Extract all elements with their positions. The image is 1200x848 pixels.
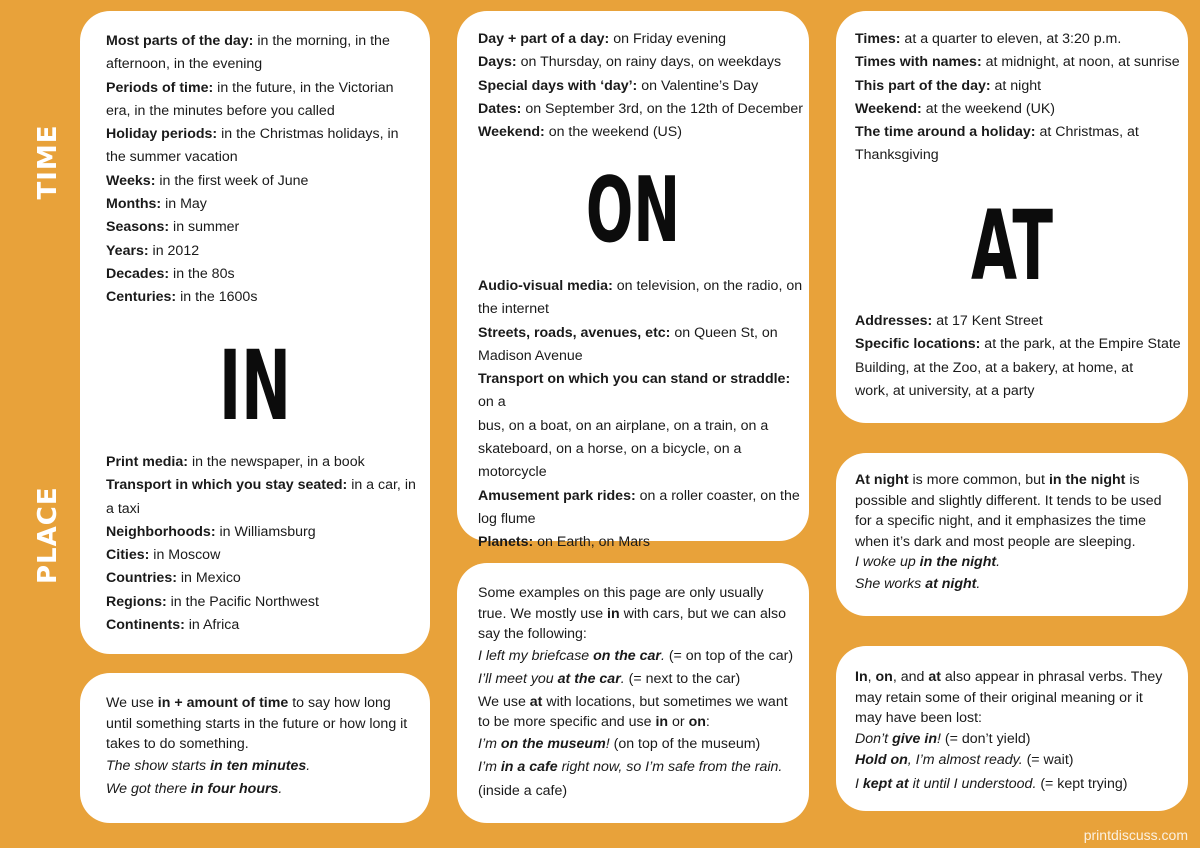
note-segment: . [996, 554, 1001, 571]
in-time-list [106, 30, 399, 310]
night-text [855, 470, 1162, 596]
note-line [855, 532, 1162, 553]
rule-line [106, 216, 399, 239]
note-segment: (= kept trying) [1036, 775, 1128, 792]
note-segment: in the night [1048, 472, 1126, 488]
rule-example: skateboard, on a horse, on a bicycle, on a [478, 441, 742, 458]
rule-label: Addresses: [855, 313, 933, 329]
note-line [478, 692, 793, 713]
rule-label: Holiday periods: [106, 126, 218, 143]
rule-example: Building, at the Zoo, at a bakery, at home, at [855, 359, 1134, 376]
note-segment: on the car [593, 647, 661, 664]
rule-example: at a quarter to eleven, at 3:20 p.m. [900, 31, 1122, 47]
rule-label: Continents: [106, 617, 185, 634]
rule-example: on Friday evening [609, 31, 727, 47]
note-segment: in four hours [190, 781, 279, 798]
rule-line [478, 531, 809, 554]
rule-example: in Mexico [176, 570, 241, 587]
rule-label: Planets: [478, 534, 534, 551]
note-line [478, 712, 793, 733]
rule-example: bus, on a boat, on an airplane, on a train, on a [478, 417, 769, 434]
note-line [855, 470, 1162, 491]
rule-line [478, 121, 803, 144]
on-time-list [478, 28, 803, 144]
rule-label: Centuries: [106, 289, 177, 306]
note-segment: In [855, 669, 868, 685]
note-segment: I’m [478, 759, 501, 776]
rule-example: in Moscow [149, 547, 221, 564]
rule-example: in Africa [184, 617, 240, 634]
on-place-list [478, 275, 809, 555]
phrasal-note [836, 646, 1188, 811]
rule-line [106, 544, 416, 567]
rule-label: Most parts of the day: [106, 33, 254, 49]
rule-line [106, 567, 416, 590]
rule-label: Periods of time: [106, 79, 214, 96]
in-amount-text [106, 693, 407, 802]
note-segment: is [1125, 472, 1140, 488]
note-line [478, 668, 793, 692]
note-segment: on [875, 669, 893, 685]
rule-example: in 2012 [148, 242, 200, 259]
on-heading: ON [585, 158, 681, 263]
rule-label: Weekend: [478, 124, 545, 141]
rule-line [478, 28, 803, 51]
note-segment: at the car [557, 671, 621, 688]
rule-example: afternoon, in the evening [106, 56, 263, 73]
rule-line [478, 415, 809, 438]
rule-example: in a car, in [347, 477, 416, 494]
rule-example: work, at university, at a party [855, 382, 1035, 399]
rule-line [106, 521, 416, 544]
rule-example: motorcycle [478, 464, 547, 481]
note-line [855, 573, 1162, 597]
note-line [478, 756, 793, 780]
note-segment: at [529, 693, 543, 710]
note-segment: I’m [478, 735, 501, 752]
note-segment: . [620, 671, 625, 688]
note-segment: I’ll meet you [478, 671, 558, 688]
note-segment: We use [478, 693, 530, 710]
rule-line [478, 438, 809, 461]
note-line [855, 749, 1162, 773]
rule-line [106, 498, 416, 521]
in-amount-note [80, 673, 430, 823]
rule-line [106, 53, 399, 76]
rule-example: on Thursday, on rainy days, on weekdays [516, 54, 782, 71]
rule-example: at 17 Kent Street [932, 313, 1043, 329]
rule-example: in May [161, 196, 207, 213]
note-segment: (= on top of the car) [664, 647, 794, 664]
note-segment: is more common, but [908, 472, 1049, 488]
rule-label: Amusement park rides: [478, 487, 636, 504]
rule-example: Thanksgiving [855, 147, 939, 164]
rule-label: This part of the day: [855, 77, 991, 94]
rule-example: on the weekend (US) [544, 124, 682, 141]
rule-line [106, 286, 399, 309]
note-line [106, 714, 407, 735]
rule-example: log flume [478, 510, 536, 527]
rule-label: Specific locations: [855, 336, 981, 353]
rule-line [106, 451, 416, 474]
rule-label: Transport in which you stay seated: [106, 477, 348, 494]
note-line [855, 491, 1162, 512]
note-segment: in a cafe [500, 759, 558, 776]
at-card [836, 11, 1188, 423]
note-line [855, 667, 1162, 688]
note-segment: Some examples on this page are only usually [478, 585, 764, 601]
rule-line [855, 28, 1180, 51]
at-heading: AT [970, 190, 1054, 302]
note-segment: say the following: [478, 626, 587, 643]
rule-line [106, 30, 399, 53]
rule-example: in the morning, in the [253, 33, 390, 49]
note-line [855, 773, 1162, 797]
rule-label: Days: [478, 54, 517, 71]
rule-line [478, 75, 803, 98]
rule-line [106, 591, 416, 614]
rule-example: era, in the minutes before you called [106, 102, 335, 119]
rule-example: at the weekend (UK) [921, 100, 1056, 117]
note-segment: until something starts in the future or how long it [106, 715, 408, 732]
note-segment: in + amount of time [157, 695, 289, 711]
rule-line [106, 614, 416, 637]
in-place-list [106, 451, 416, 637]
note-segment: We use [106, 695, 158, 711]
note-segment: . [306, 757, 311, 774]
note-line [478, 583, 793, 604]
note-line [478, 733, 793, 757]
in-heading: IN [219, 330, 291, 442]
rule-example: in the newspaper, in a book [188, 454, 365, 470]
rule-example: at Christmas, at [1035, 124, 1139, 141]
usually-note [457, 563, 809, 823]
rule-line [478, 322, 809, 345]
at-time-list [855, 28, 1180, 168]
rule-label: Times: [855, 31, 901, 47]
note-segment: I left my briefcase [478, 647, 594, 664]
note-segment: on the museum [500, 735, 606, 752]
note-segment: : [705, 714, 710, 731]
note-segment: with locations, but sometimes we want [542, 693, 788, 710]
note-segment: . [278, 781, 283, 798]
note-line [106, 755, 407, 779]
rule-label: Regions: [106, 593, 167, 610]
rule-line [106, 170, 399, 193]
rule-example: on September 3rd, on the 12th of December [521, 100, 803, 117]
rule-label: Seasons: [106, 219, 170, 236]
rule-example: the summer vacation [106, 149, 238, 166]
note-segment: when it’s dark and most people are sleeping. [855, 533, 1136, 550]
note-line [478, 645, 793, 669]
rule-label: Dates: [478, 100, 522, 117]
on-card [457, 11, 809, 551]
rule-example: in Williamsburg [215, 523, 316, 540]
rule-example: on Queen St, on [670, 324, 778, 341]
night-note [836, 453, 1188, 616]
note-segment: (inside a cafe) [478, 782, 568, 799]
note-segment: give in [892, 730, 938, 747]
note-segment: in [607, 605, 620, 622]
note-line [478, 624, 793, 645]
rule-line [478, 461, 809, 484]
rule-example: a taxi [106, 500, 140, 517]
rule-line [478, 485, 809, 508]
rule-line [478, 508, 809, 531]
rule-example: on a [478, 394, 506, 411]
rule-label: Months: [106, 196, 162, 213]
rule-line [855, 98, 1180, 121]
rule-line [478, 345, 809, 368]
rule-label: Countries: [106, 570, 177, 587]
rule-line [106, 193, 399, 216]
rule-line [478, 298, 809, 321]
rule-example: in summer [169, 219, 240, 236]
rule-label: Print media: [106, 454, 188, 470]
note-line [106, 693, 407, 714]
in-card [80, 11, 430, 654]
note-segment: We got there [106, 781, 191, 798]
rule-label: Neighborhoods: [106, 523, 216, 540]
rule-line [106, 263, 399, 286]
rule-example: in the first week of June [155, 172, 309, 189]
rule-label: Special days with ‘day’: [478, 77, 638, 94]
footer-site: printdiscuss.com [1083, 827, 1188, 843]
rule-line [478, 275, 809, 298]
at-place-list [855, 310, 1181, 403]
rule-example: in the future, in the Victorian [213, 79, 394, 96]
rule-line [478, 51, 803, 74]
note-line [855, 688, 1162, 709]
note-line [855, 511, 1162, 532]
rule-label: Day + part of a day: [478, 31, 610, 47]
note-segment: ! [605, 735, 610, 752]
usually-text [478, 583, 793, 803]
rule-label: Weekend: [855, 100, 922, 117]
time-label: TIME [33, 124, 63, 200]
note-segment: at [928, 669, 941, 685]
rule-line [478, 98, 803, 121]
note-segment: with cars, but we can also [619, 605, 787, 622]
note-segment: . [660, 647, 665, 664]
phrasal-text [855, 667, 1162, 796]
note-segment: Hold on [855, 752, 908, 769]
note-segment: it until I understood. [908, 775, 1037, 792]
rule-line [855, 75, 1180, 98]
place-label: PLACE [33, 486, 63, 584]
rule-example: at the park, at the Empire State [980, 336, 1181, 353]
rule-line [106, 240, 399, 263]
rule-example: on Earth, on Mars [533, 534, 650, 551]
rule-label: Cities: [106, 547, 150, 564]
note-segment: At night [855, 472, 909, 488]
rule-line [855, 310, 1181, 333]
note-segment: (= next to the car) [624, 671, 741, 688]
note-line [855, 729, 1162, 750]
note-segment: , [867, 669, 876, 685]
note-segment: , and [892, 669, 929, 685]
note-segment: (= wait) [1022, 752, 1074, 769]
rule-example: on Valentine’s Day [637, 77, 759, 94]
note-line [106, 734, 407, 755]
note-segment: I [855, 775, 863, 792]
note-line [478, 780, 793, 804]
rule-label: Streets, roads, avenues, etc: [478, 324, 671, 341]
rule-line [855, 380, 1181, 403]
note-segment: (on top of the museum) [609, 735, 761, 752]
note-segment: Don’t [855, 730, 893, 747]
rule-line [855, 333, 1181, 356]
rule-line [106, 100, 399, 123]
rule-label: Audio-visual media: [478, 278, 613, 294]
note-segment: . [976, 575, 981, 592]
rule-line [855, 357, 1181, 380]
rule-example: on television, on the radio, on [612, 278, 803, 294]
rule-line [106, 123, 399, 146]
note-segment: , I’m almost ready. [907, 752, 1023, 769]
note-segment: also appear in phrasal verbs. They [940, 669, 1163, 685]
rule-example: in the Christmas holidays, in [217, 126, 399, 143]
rule-line [106, 146, 399, 169]
note-line [106, 778, 407, 802]
note-line [855, 708, 1162, 729]
rule-label: Transport on which you can stand or straddle: [478, 371, 791, 388]
rule-label: Decades: [106, 265, 170, 282]
note-segment: to be more specific and use [478, 714, 656, 731]
note-segment: to say how long [288, 695, 391, 711]
note-segment: (= don’t yield) [940, 730, 1031, 747]
rule-example: in the Pacific Northwest [166, 593, 319, 610]
note-segment: possible and slightly different. It tends to be used [855, 492, 1162, 509]
rule-line [106, 77, 399, 100]
note-line [855, 552, 1162, 573]
note-segment: in ten minutes [210, 757, 307, 774]
rule-example: in the 1600s [176, 289, 258, 306]
rule-label: Weeks: [106, 172, 156, 189]
rule-line [855, 121, 1180, 144]
note-segment: or [668, 714, 689, 731]
rule-example: in the 80s [169, 265, 235, 282]
rule-line [478, 368, 809, 415]
rule-example: at night [990, 77, 1042, 94]
note-segment: may have been lost: [855, 710, 982, 727]
rule-line [855, 51, 1180, 74]
rule-line [106, 474, 416, 497]
note-segment: takes to do something. [106, 736, 249, 753]
rule-example: Madison Avenue [478, 347, 583, 364]
note-segment: ! [937, 730, 941, 747]
note-segment: kept at [862, 775, 909, 792]
rule-label: Times with names: [855, 54, 982, 71]
note-segment: right now, so I’m safe from the rain. [557, 759, 783, 776]
note-segment: at night [925, 575, 977, 592]
note-line [478, 604, 793, 625]
rule-example: at midnight, at noon, at sunrise [981, 54, 1180, 71]
note-segment: true. We mostly use [478, 605, 608, 622]
note-segment: may retain some of their original meaning or it [855, 689, 1143, 706]
note-segment: in [655, 714, 669, 731]
note-segment: in the night [919, 554, 997, 571]
rule-label: Years: [106, 242, 149, 259]
rule-label: The time around a holiday: [855, 124, 1036, 141]
note-segment: for a specific night, and it emphasizes the time [855, 513, 1146, 530]
rule-example: the internet [478, 301, 549, 318]
note-segment: She works [855, 575, 926, 592]
note-segment: on [688, 714, 706, 731]
note-segment: The show starts [106, 757, 211, 774]
rule-line [855, 144, 1180, 167]
rule-example: on a roller coaster, on the [635, 487, 800, 504]
note-segment: I woke up [855, 554, 920, 571]
